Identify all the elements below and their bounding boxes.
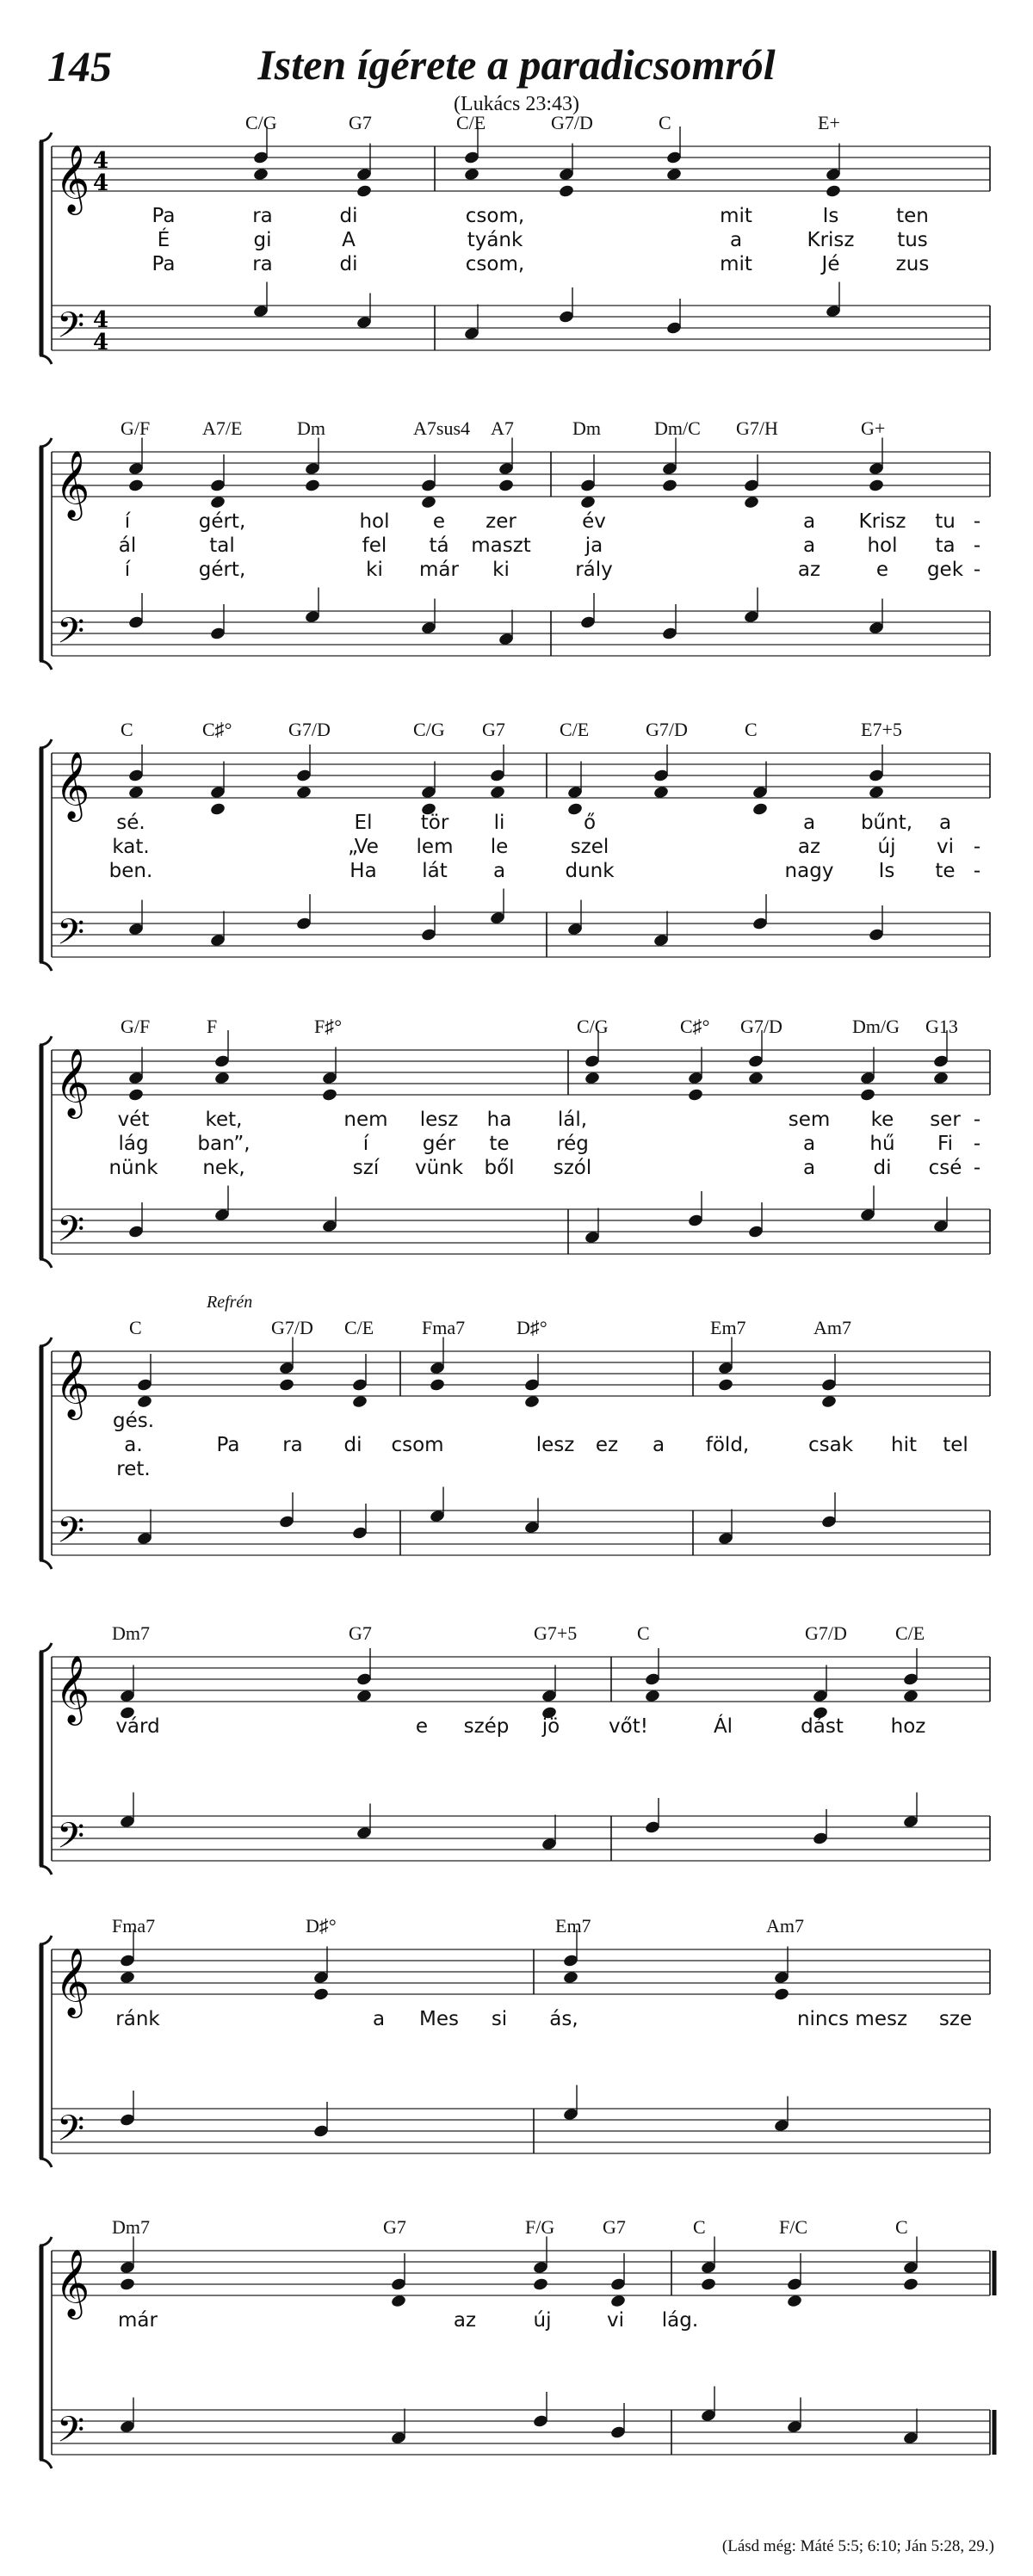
chord-symbol: Dm xyxy=(297,417,325,439)
alto-notehead xyxy=(429,1378,445,1393)
alto-notehead xyxy=(859,1088,875,1103)
chord-symbol: C xyxy=(895,2216,908,2238)
lyric-syllable: - xyxy=(973,559,981,581)
chord-symbol: Dm7 xyxy=(112,1622,150,1644)
lyric-syllable: kat. xyxy=(112,836,150,858)
lyric-syllable: - xyxy=(973,1133,981,1155)
chord-symbol: E7+5 xyxy=(861,719,902,740)
chord-symbol: G13 xyxy=(925,1016,958,1037)
lyric-syllable: ál xyxy=(118,534,137,557)
lyric-syllable: lág xyxy=(118,1133,149,1155)
lyric-syllable: gi xyxy=(253,229,272,251)
chord-symbol: E+ xyxy=(818,112,840,133)
chord-symbol: G7/D xyxy=(288,719,331,740)
lyric-syllable: dunk xyxy=(565,860,615,882)
lyric-syllable: nem xyxy=(343,1109,388,1131)
chord-symbol: Dm/C xyxy=(654,417,701,439)
alto-notehead xyxy=(868,479,884,493)
chord-symbol: G+ xyxy=(861,417,886,439)
chord-symbol: Fma7 xyxy=(112,1915,156,1937)
lyric-syllable: gek xyxy=(926,559,964,581)
lyric-syllable: szel xyxy=(570,836,609,858)
chord-symbol: G7/D xyxy=(551,112,593,133)
alto-notehead xyxy=(119,2277,135,2292)
lyric-syllable: ra xyxy=(282,1434,303,1456)
chord-symbol: G7 xyxy=(349,1622,372,1644)
lyric-syllable: Jé xyxy=(821,253,840,275)
lyric-syllable: tör xyxy=(420,812,449,834)
lyric-syllable: ten xyxy=(896,205,929,227)
chord-symbol: F/G xyxy=(525,2216,555,2238)
lyric-syllable: új xyxy=(533,2309,552,2332)
lyric-syllable: É xyxy=(157,229,170,251)
lyric-syllable: vőt! xyxy=(609,1715,648,1738)
lyric-syllable: nek, xyxy=(202,1157,245,1179)
lyric-syllable: rég xyxy=(556,1133,589,1155)
lyric-syllable: Fi xyxy=(937,1133,953,1155)
lyric-syllable: ből xyxy=(484,1157,515,1179)
lyric-syllable: tá xyxy=(429,534,449,557)
chord-symbol: C xyxy=(637,1622,650,1644)
lyric-syllable: di xyxy=(339,253,358,275)
lyric-syllable: mit xyxy=(720,253,752,275)
chord-symbol: C/E xyxy=(895,1622,925,1644)
staff-pair xyxy=(0,1915,1033,2173)
chord-symbol: G7 xyxy=(603,2216,626,2238)
lyric-syllable: Mes xyxy=(419,2008,459,2030)
lyric-syllable: - xyxy=(973,836,981,858)
chord-symbol: D♯° xyxy=(516,1317,547,1338)
chord-symbol: D♯° xyxy=(306,1915,337,1937)
lyric-syllable: év xyxy=(582,510,606,533)
lyric-syllable: a xyxy=(938,812,952,834)
lyric-syllable: nincs mesz xyxy=(796,2008,908,2030)
chord-symbol: C xyxy=(693,2216,706,2238)
lyric-syllable: a. xyxy=(124,1434,143,1456)
lyric-syllable: a xyxy=(729,229,743,251)
lyric-syllable: ra xyxy=(252,253,273,275)
bass-clef-icon: 𝄢 xyxy=(57,1815,85,1865)
chord-symbol: C/G xyxy=(245,112,277,133)
lyric-syllable: már xyxy=(419,559,459,581)
see-also-references: (Lásd még: Máté 5:5; 6:10; Ján 5:28, 29.) xyxy=(721,2537,994,2555)
lyric-syllable: - xyxy=(973,510,981,533)
staff-pair xyxy=(0,1317,1033,1575)
chord-symbol: F♯° xyxy=(314,1016,343,1037)
chord-symbol: C xyxy=(659,112,671,133)
chord-symbol: C/E xyxy=(456,112,486,133)
chord-symbol: C xyxy=(129,1317,142,1338)
lyric-syllable: tu xyxy=(935,510,956,533)
chord-symbol: C/E xyxy=(560,719,590,740)
lyric-syllable: ki xyxy=(366,559,383,581)
lyric-syllable: ban”, xyxy=(197,1133,251,1155)
chord-symbol: C/G xyxy=(413,719,445,740)
lyric-syllable: tus xyxy=(897,229,928,251)
lyric-syllable: vi xyxy=(936,836,955,858)
lyric-syllable: maszt xyxy=(471,534,531,557)
lyric-syllable: Pa xyxy=(216,1434,240,1456)
lyric-syllable: ta xyxy=(935,534,956,557)
time-signature-top: 4 xyxy=(93,307,109,333)
lyric-syllable: ja xyxy=(585,534,603,557)
lyric-syllable: tel xyxy=(943,1434,968,1456)
chord-symbol: Am7 xyxy=(766,1915,804,1937)
lyric-syllable: csom xyxy=(391,1434,444,1456)
lyric-syllable: í xyxy=(124,559,131,581)
lyric-syllable: csé xyxy=(928,1157,962,1179)
chord-symbol: C♯° xyxy=(680,1016,710,1037)
lyric-syllable: Pa xyxy=(152,253,176,275)
treble-clef-icon: 𝄞 xyxy=(55,1655,90,1723)
chord-symbol: A7sus4 xyxy=(413,417,471,439)
chord-symbol: G7+5 xyxy=(534,1622,578,1644)
chord-symbol: C♯° xyxy=(202,719,232,740)
lyric-syllable: az xyxy=(797,836,821,858)
lyric-syllable: Is xyxy=(878,860,895,882)
chord-symbol: G7/D xyxy=(646,719,688,740)
lyric-syllable: vi xyxy=(606,2309,625,2332)
lyric-syllable: ke xyxy=(870,1109,894,1131)
lyric-syllable: e xyxy=(415,1715,429,1738)
lyric-syllable: föld, xyxy=(705,1434,750,1456)
lyric-syllable: gért, xyxy=(198,559,246,581)
chord-symbol: G7/D xyxy=(271,1317,313,1338)
chord-symbol: Dm7 xyxy=(112,2216,150,2238)
lyric-syllable: í xyxy=(124,510,131,533)
alto-notehead xyxy=(321,1088,337,1103)
chord-symbol: C/G xyxy=(577,1016,609,1037)
lyric-syllable: ret. xyxy=(116,1458,151,1480)
lyric-syllable: si xyxy=(491,2008,508,2030)
scripture-reference: (Lukács 23:43) xyxy=(454,93,579,115)
lyric-syllable: dást xyxy=(801,1715,844,1738)
chord-symbol: G7 xyxy=(482,719,505,740)
alto-notehead xyxy=(717,1378,733,1393)
chord-symbol: Em7 xyxy=(710,1317,746,1338)
chord-symbol: C xyxy=(121,719,133,740)
lyric-syllable: mit xyxy=(720,205,752,227)
lyric-syllable: a xyxy=(802,812,816,834)
lyric-syllable: sem xyxy=(788,1109,831,1131)
alto-notehead xyxy=(127,1088,144,1103)
lyric-syllable: jö xyxy=(541,1715,560,1738)
lyric-syllable: di xyxy=(343,1434,362,1456)
lyric-syllable: bűnt, xyxy=(860,812,913,834)
lyric-syllable: ás, xyxy=(549,2008,578,2030)
bass-clef-icon: 𝄢 xyxy=(57,305,85,355)
chord-symbol: Dm/G xyxy=(852,1016,900,1037)
lyric-syllable: í xyxy=(362,1133,369,1155)
alto-notehead xyxy=(902,2277,919,2292)
alto-notehead xyxy=(209,802,226,817)
hymn-title: Isten ígérete a paradicsomról xyxy=(257,40,776,89)
lyric-syllable: lesz xyxy=(419,1109,459,1131)
lyric-syllable: szól xyxy=(553,1157,592,1179)
lyric-syllable: hit xyxy=(891,1434,917,1456)
lyric-syllable: te xyxy=(935,860,956,882)
lyric-syllable: az xyxy=(797,559,821,581)
lyric-syllable: vét xyxy=(117,1109,150,1131)
lyric-syllable: nagy xyxy=(784,860,834,882)
lyric-syllable: várd xyxy=(115,1715,160,1738)
lyric-syllable: - xyxy=(973,860,981,882)
treble-clef-icon: 𝄞 xyxy=(55,2249,90,2317)
chord-symbol: C/E xyxy=(344,1317,374,1338)
lyric-syllable: új xyxy=(877,836,896,858)
lyric-syllable: Krisz xyxy=(858,510,906,533)
lyric-syllable: - xyxy=(973,534,981,557)
lyric-syllable: csom, xyxy=(465,253,525,275)
lyric-syllable: szép xyxy=(463,1715,510,1738)
alto-notehead xyxy=(532,2277,548,2292)
time-signature-bottom: 4 xyxy=(93,170,109,196)
lyric-syllable: hű xyxy=(869,1133,895,1155)
lyric-syllable: fel xyxy=(362,534,387,557)
chord-symbol: C xyxy=(745,719,758,740)
lyric-syllable: lesz xyxy=(535,1434,575,1456)
alto-notehead xyxy=(127,479,144,493)
lyric-syllable: gés. xyxy=(112,1410,155,1432)
alto-notehead xyxy=(498,479,514,493)
chord-symbol: Em7 xyxy=(555,1915,591,1937)
chord-symbol: Fma7 xyxy=(422,1317,466,1338)
lyric-syllable: Ál xyxy=(713,1715,733,1738)
lyric-syllable: ket, xyxy=(205,1109,243,1131)
lyric-syllable: „Ve xyxy=(348,836,379,858)
lyric-syllable: a xyxy=(652,1434,665,1456)
alto-notehead xyxy=(356,184,372,199)
lyric-syllable: a xyxy=(372,2008,386,2030)
chord-symbol: G7 xyxy=(383,2216,406,2238)
lyric-syllable: ki xyxy=(492,559,510,581)
bass-clef-icon: 𝄢 xyxy=(57,2108,85,2158)
lyric-syllable: El xyxy=(354,812,373,834)
bass-clef-icon: 𝄢 xyxy=(57,2409,85,2459)
bass-clef-icon: 𝄢 xyxy=(57,1208,85,1258)
alto-notehead xyxy=(752,802,768,817)
time-signature-bottom: 4 xyxy=(93,330,109,355)
lyric-syllable: szí xyxy=(352,1157,380,1179)
lyric-syllable: lem xyxy=(416,836,454,858)
lyric-syllable: ra xyxy=(252,205,273,227)
treble-clef-icon: 𝄞 xyxy=(55,450,90,518)
bass-clef-icon: 𝄢 xyxy=(57,1510,85,1560)
lyric-syllable: te xyxy=(489,1133,510,1155)
lyric-syllable: hoz xyxy=(890,1715,926,1738)
lyric-syllable: lát xyxy=(422,860,448,882)
lyric-syllable: az xyxy=(453,2309,477,2332)
bass-clef-icon: 𝄢 xyxy=(57,610,85,660)
chord-symbol: A7/E xyxy=(202,417,243,439)
alto-notehead xyxy=(825,184,841,199)
chord-symbol: G7 xyxy=(349,112,372,133)
lyric-syllable: e xyxy=(875,559,889,581)
lyric-syllable: zer xyxy=(486,510,516,533)
lyric-syllable: rály xyxy=(575,559,613,581)
lyric-syllable: Ha xyxy=(349,860,377,882)
alto-notehead xyxy=(661,479,677,493)
bass-clef-icon: 𝄢 xyxy=(57,911,85,961)
lyric-syllable: le xyxy=(490,836,509,858)
lyric-syllable: ha xyxy=(486,1109,512,1131)
lyric-syllable: ránk xyxy=(115,2008,160,2030)
lyric-syllable: nünk xyxy=(108,1157,158,1179)
treble-clef-icon: 𝄞 xyxy=(55,1350,90,1418)
lyric-syllable: li xyxy=(493,812,505,834)
lyric-syllable: vünk xyxy=(414,1157,464,1179)
treble-clef-icon: 𝄞 xyxy=(55,145,90,213)
chord-symbol: G/F xyxy=(121,417,151,439)
refrain-label: Refrén xyxy=(207,1293,253,1312)
lyric-syllable: zus xyxy=(895,253,930,275)
lyric-syllable: ser xyxy=(930,1109,961,1131)
lyric-syllable: a xyxy=(802,534,816,557)
staff-pair xyxy=(0,1622,1033,1881)
lyric-syllable: - xyxy=(973,1109,981,1131)
treble-clef-icon: 𝄞 xyxy=(55,751,90,819)
alto-notehead xyxy=(278,1378,294,1393)
treble-clef-icon: 𝄞 xyxy=(55,1948,90,2016)
alto-notehead xyxy=(304,479,320,493)
lyric-syllable: már xyxy=(118,2309,158,2332)
lyric-syllable: hol xyxy=(867,534,898,557)
lyric-syllable: a xyxy=(802,1133,816,1155)
alto-notehead xyxy=(558,184,574,199)
chord-symbol: F/C xyxy=(779,2216,808,2238)
lyric-syllable: gér xyxy=(422,1133,456,1155)
lyric-syllable: csom, xyxy=(465,205,525,227)
chord-symbol: G7/D xyxy=(740,1016,782,1037)
lyric-syllable: e xyxy=(432,510,446,533)
staff-pair xyxy=(0,2216,1033,2474)
treble-clef-icon: 𝄞 xyxy=(55,1048,90,1116)
lyric-syllable: Krisz xyxy=(807,229,855,251)
time-signature-top: 4 xyxy=(93,148,109,174)
alto-notehead xyxy=(566,802,583,817)
chord-symbol: G/F xyxy=(121,1016,151,1037)
alto-notehead xyxy=(700,2277,716,2292)
lyric-syllable: A xyxy=(342,229,356,251)
chord-symbol: A7 xyxy=(491,417,514,439)
lyric-syllable: - xyxy=(973,1157,981,1179)
chord-symbol: G7/H xyxy=(736,417,778,439)
lyric-syllable: sze xyxy=(938,2008,973,2030)
chord-symbol: F xyxy=(207,1016,218,1037)
chord-symbol: G7/D xyxy=(805,1622,847,1644)
lyric-syllable: hol xyxy=(359,510,390,533)
lyric-syllable: csak xyxy=(807,1434,854,1456)
lyric-syllable: di xyxy=(339,205,358,227)
lyric-syllable: a xyxy=(802,1157,816,1179)
lyric-syllable: tyánk xyxy=(467,229,523,251)
lyric-syllable: di xyxy=(873,1157,892,1179)
lyric-syllable: Is xyxy=(822,205,839,227)
alto-notehead xyxy=(687,1088,703,1103)
lyric-syllable: Pa xyxy=(152,205,176,227)
lyric-syllable: tal xyxy=(209,534,235,557)
lyric-syllable: lál, xyxy=(557,1109,588,1131)
alto-notehead xyxy=(773,1987,789,2002)
lyric-syllable: lág. xyxy=(661,2309,699,2332)
alto-notehead xyxy=(312,1987,329,2002)
lyric-syllable: ben. xyxy=(108,860,153,882)
lyric-syllable: ő xyxy=(583,812,597,834)
lyric-syllable: a xyxy=(802,510,816,533)
chord-symbol: Dm xyxy=(572,417,601,439)
lyric-syllable: gért, xyxy=(198,510,246,533)
lyric-syllable: ez xyxy=(595,1434,619,1456)
hymn-number: 145 xyxy=(47,42,112,90)
chord-symbol: Am7 xyxy=(813,1317,851,1338)
lyric-syllable: a xyxy=(492,860,506,882)
lyric-syllable: sé. xyxy=(116,812,145,834)
